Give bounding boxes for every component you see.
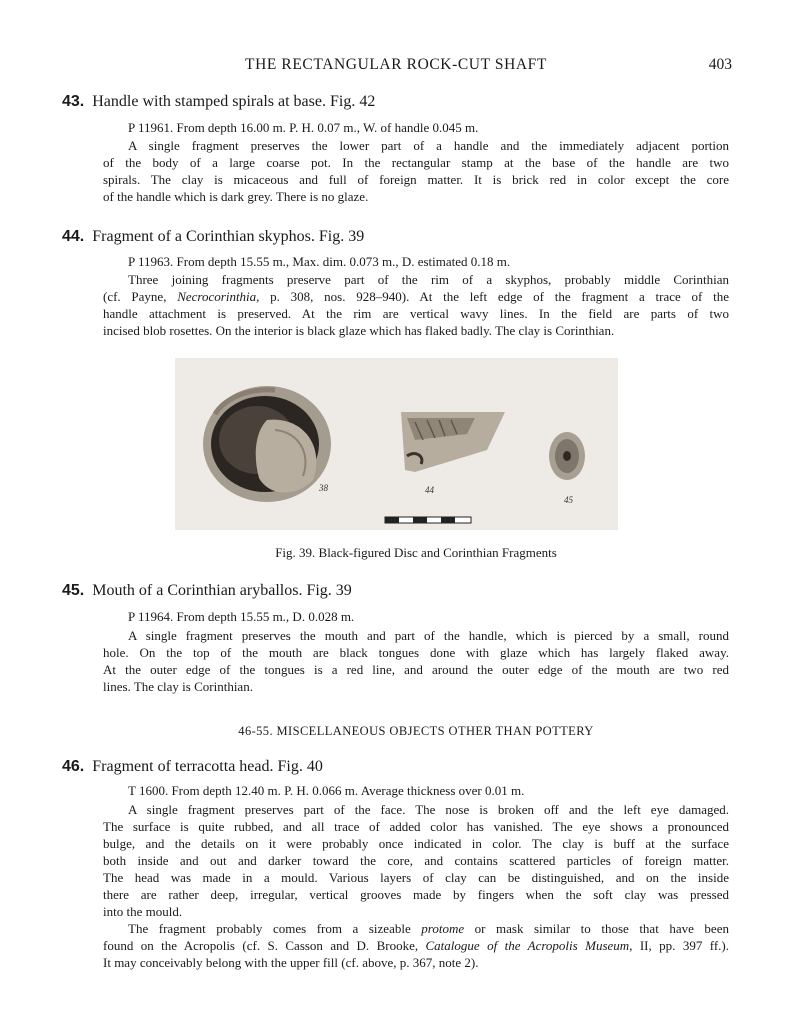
text-line: lines. The clay is Corinthian. <box>103 679 253 694</box>
text-line: A single fragment preserves the mouth and part of the handle, which is pierced by a small, round <box>128 628 729 643</box>
text-line: handle attachment is preserved. At the rim are vertical wavy lines. In the field are parts of two <box>103 306 729 321</box>
entry-46-description <box>103 801 729 971</box>
text-line: A single fragment preserves the lower part of a handle and the immediately adjacent portion <box>128 138 729 153</box>
section-heading: 46-55. MISCELLANEOUS OBJECTS OTHER THAN POTTERY <box>238 724 594 738</box>
text-line: The head was made in a mould. Various layers of clay can be distinguished, and on the inside <box>103 870 729 885</box>
text-line: there are rather deep, irregular, vertical grooves made by fingers when the soft clay was pressed <box>103 887 729 902</box>
text-line: of the body of a large coarse pot. In the rectangular stamp at the base of the handle are two <box>103 155 729 170</box>
text-line: into the mould. <box>103 904 183 919</box>
entry-number: 45. <box>62 582 85 599</box>
entry-45-heading <box>62 582 352 600</box>
text-line: At the outer edge of the tongues is a red line, and around the outer edge of the mouth are two red <box>103 662 729 677</box>
text-line: The fragment probably comes from a sizeable protome or mask similar to those that have been <box>128 921 729 936</box>
entry-45-description <box>103 627 729 695</box>
text-line: (cf. Payne, Necrocorinthia, p. 308, nos. 928–940). At the left edge of the fragment a trace of the <box>103 289 729 304</box>
entry-number: 43. <box>62 93 85 110</box>
figure-label-38: 38 <box>319 483 328 493</box>
entry-46-meta: T 1600. From depth 12.40 m. P. H. 0.066 m. Average thickness over 0.01 m. <box>128 783 525 798</box>
text-line: The surface is quite rubbed, and all trace of added color has vanished. The eye shows a pronounced <box>103 819 729 834</box>
entry-43-heading <box>62 93 375 111</box>
entry-number: 46. <box>62 758 85 775</box>
entry-title: Mouth of a Corinthian aryballos. Fig. 39 <box>92 582 352 599</box>
entry-number: 44. <box>62 228 85 245</box>
entry-43-description <box>103 137 729 205</box>
entry-44-heading <box>62 228 364 246</box>
text-line: bulge, and the details on it were probably once indicated in color. The clay is buff at the surface <box>103 836 729 851</box>
entry-46-heading <box>62 758 323 776</box>
running-title: THE RECTANGULAR ROCK-CUT SHAFT <box>245 56 547 73</box>
text-line: Three joining fragments preserve part of the rim of a skyphos, probably middle Corinthian <box>128 272 729 287</box>
figure-39-photograph <box>175 358 618 530</box>
text-line: hole. On the top of the mouth are black tongues done with glaze which has largely flaked away. <box>103 645 729 660</box>
text-line: found on the Acropolis (cf. S. Casson and D. Brooke, Catalogue of the Acropolis Museum, II, pp. 397 ff.). <box>103 938 729 953</box>
text-line: A single fragment preserves part of the face. The nose is broken off and the left eye damaged. <box>128 802 729 817</box>
entry-title: Fragment of a Corinthian skyphos. Fig. 39 <box>92 228 365 245</box>
entry-44-meta: P 11963. From depth 15.55 m., Max. dim. 0.073 m., D. estimated 0.18 m. <box>128 254 511 269</box>
entry-45-meta: P 11964. From depth 15.55 m., D. 0.028 m. <box>128 609 355 624</box>
text-line: of the handle which is dark grey. There is no glaze. <box>103 189 369 204</box>
text-line: It may conceivably belong with the upper fill (cf. above, p. 367, note 2). <box>103 955 479 970</box>
figure-label-44: 44 <box>425 485 434 495</box>
entry-44-description <box>103 271 729 339</box>
text-line: incised blob rosettes. On the interior is black glaze which has flaked badly. The clay is Corinthian. <box>103 323 615 338</box>
figure-label-45: 45 <box>564 495 573 505</box>
running-head <box>60 56 732 78</box>
figure-39-illustration <box>175 358 618 530</box>
entry-title: Fragment of terracotta head. Fig. 40 <box>92 758 323 775</box>
figure-caption: Fig. 39. Black-figured Disc and Corinthian Fragments <box>275 545 557 560</box>
entry-title: Handle with stamped spirals at base. Fig. 42 <box>92 93 376 110</box>
text-line: spirals. The clay is micaceous and full of foreign matter. It is brick red in color except the core <box>103 172 729 187</box>
text-line: both inside and out and darker toward the core, and contains scattered particles of foreign matter. <box>103 853 729 868</box>
entry-43-meta: P 11961. From depth 16.00 m. P. H. 0.07 m., W. of handle 0.045 m. <box>128 120 479 135</box>
page-number: 403 <box>708 56 732 73</box>
